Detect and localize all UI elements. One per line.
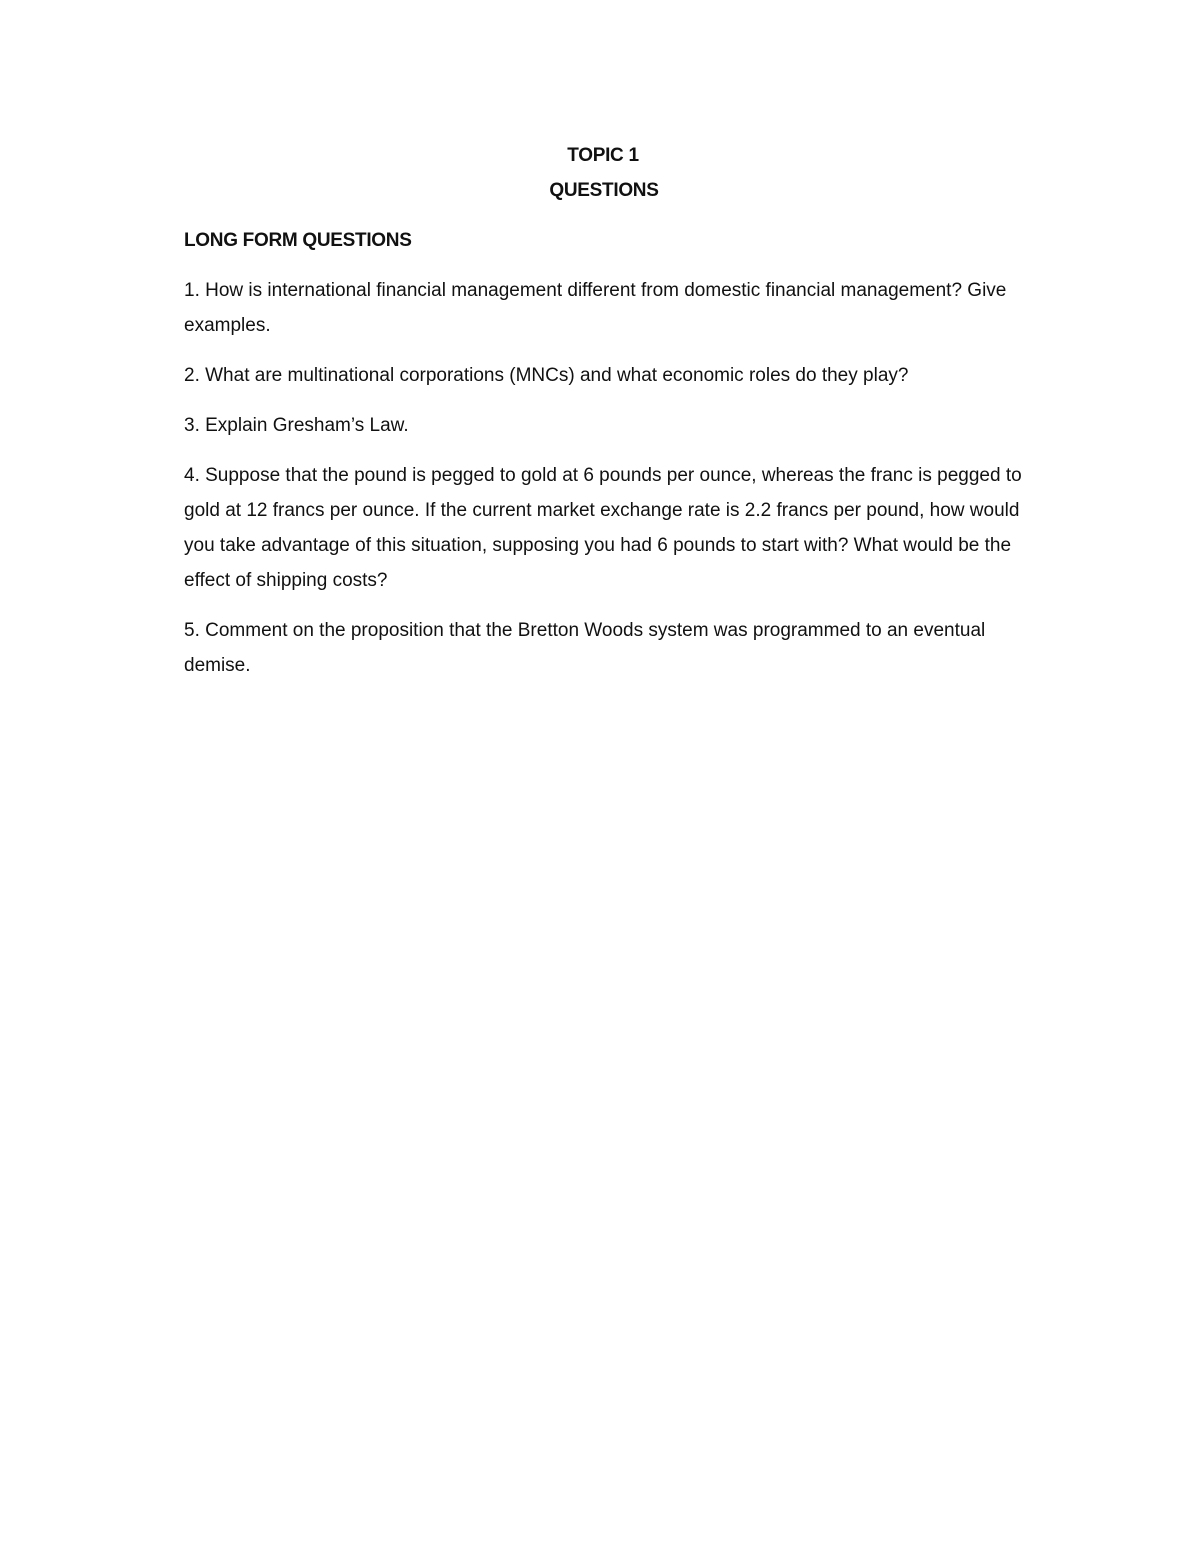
topic-heading: TOPIC 1: [567, 145, 639, 166]
section-title: LONG FORM QUESTIONS: [184, 230, 412, 251]
question-2: 2. What are multinational corporations (MNCs) and what economic roles do they play?: [184, 365, 909, 386]
questions-heading: QUESTIONS: [549, 180, 659, 201]
document-page: [184, 138, 1024, 683]
question-3: 3. Explain Gresham’s Law.: [184, 415, 409, 436]
question-5: 5. Comment on the proposition that the Bretton Woods system was programmed to an eventual demise.: [184, 620, 986, 676]
question-4: 4. Suppose that the pound is pegged to gold at 6 pounds per ounce, whereas the franc is pegged to gold at 12 francs per ounce. If the current market exchange rate is 2.2 francs per pound, how would you take advantage of this situation, supposing you had 6 pounds to start with? What would be the effect of shipping costs?: [184, 465, 1022, 591]
question-1: 1. How is international financial management different from domestic financial management? Give examples.: [184, 280, 1007, 336]
